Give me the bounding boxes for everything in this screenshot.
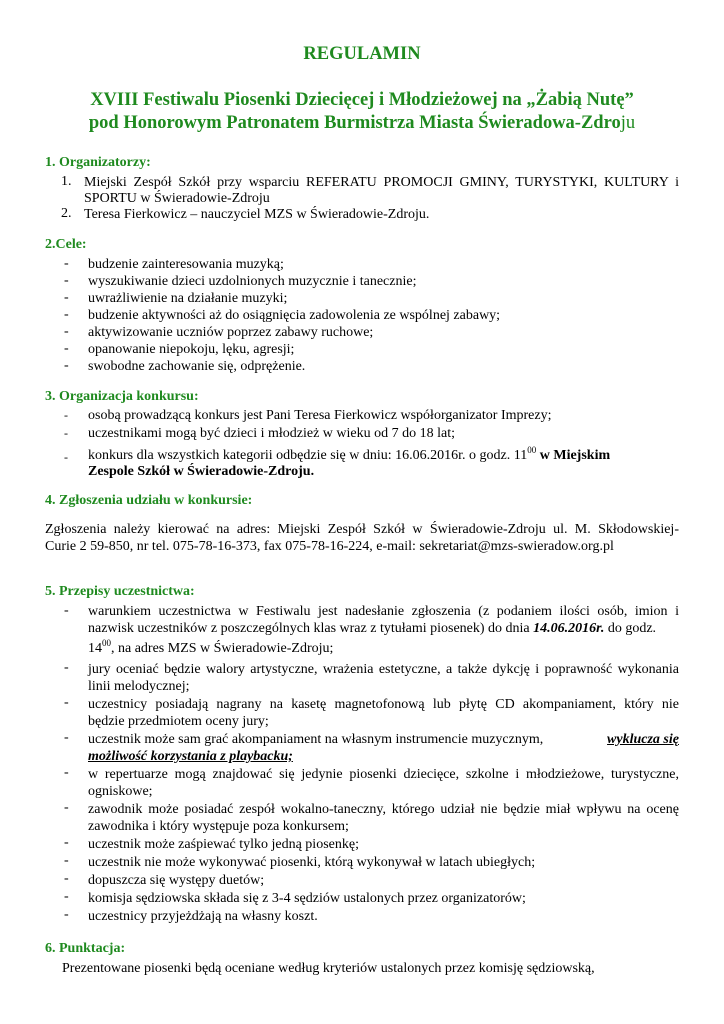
- dash-bullet: -: [64, 853, 69, 868]
- paragraph-line: Curie 2 59-850, nr tel. 075-78-16-373, fax 075-78-16-224, e-mail: sekretariat@mzs-swieradow.org.pl: [45, 539, 614, 554]
- dash-bullet: -: [64, 358, 69, 373]
- dash-bullet: -: [64, 907, 69, 922]
- list-item: będzie przedmiotem oceny jury;: [88, 714, 269, 729]
- dash-bullet: -: [64, 603, 69, 618]
- section-3-heading: 3. Organizacja konkursu:: [45, 389, 199, 404]
- list-item: zawodnika i który występuje poza konkursem;: [88, 819, 349, 834]
- list-item: swobodne zachowanie się, odprężenie.: [88, 359, 306, 374]
- text-run: w Miejskim: [536, 448, 611, 463]
- dash-bullet: -: [64, 290, 69, 305]
- list-item: dopuszcza się występy duetów;: [88, 873, 265, 888]
- section-6-heading: 6. Punktacja:: [45, 941, 126, 956]
- dash-bullet: -: [64, 660, 69, 675]
- subtitle-line-2-main: pod Honorowym Patronatem Burmistrza Miasta Świeradowa-Zdro: [88, 113, 621, 133]
- list-item: Teresa Fierkowicz – nauczyciel MZS w Świeradowie-Zdroju.: [84, 207, 430, 222]
- dash-bullet: -: [64, 307, 69, 322]
- subtitle-line-2-tail: ju: [620, 113, 636, 133]
- dash-bullet: -: [64, 765, 69, 780]
- superscript: 00: [527, 445, 537, 455]
- list-item: uczestnik nie może wykonywać piosenki, którą wykonywał w latach ubiegłych;: [88, 855, 536, 870]
- text-run: do godz.: [604, 621, 657, 636]
- document-title: REGULAMIN: [303, 44, 421, 64]
- list-number: 2.: [61, 206, 72, 221]
- dash-bullet: -: [64, 800, 69, 815]
- list-item: Miejski Zespół Szkół przy wsparciu REFERATU PROMOCJI GMINY, TURYSTYKI, KULTURY i: [84, 175, 679, 190]
- subtitle-line-2: [0, 112, 724, 135]
- list-item: jury oceniać będzie walory artystyczne, wrażenia estetyczne, a także dykcję i poprawność wykonania: [88, 662, 679, 677]
- list-item: zawodnik może posiadać zespół wokalno-taneczny, którego udział nie będzie miał wpływu na ocenę: [88, 802, 679, 817]
- dash-bullet: -: [64, 889, 69, 904]
- list-item: ogniskowe;: [88, 784, 153, 799]
- text-run: uczestnik może sam grać akompaniament na własnym instrumencie muzycznym,: [88, 732, 544, 747]
- section-1-heading: 1. Organizatorzy:: [45, 155, 151, 170]
- dash-bullet: -: [64, 835, 69, 850]
- list-item: linii melodycznej;: [88, 679, 190, 694]
- list-item: SPORTU w Świeradowie-Zdroju: [84, 191, 270, 206]
- list-item: uczestnicy posiadają nagrany na kasetę magnetofonową lub płytę CD akompaniament, który nie: [88, 697, 679, 712]
- section-2-heading: 2.Cele:: [45, 237, 87, 252]
- superscript: 00: [102, 638, 111, 648]
- text-run: , na adres MZS w Świeradowie-Zdroju;: [111, 641, 334, 656]
- dash-bullet: -: [64, 450, 68, 464]
- list-item: osobą prowadzącą konkurs jest Pani Teresa Fierkowicz współorganizator Imprezy;: [88, 408, 552, 423]
- subtitle-line-1: XVIII Festiwalu Piosenki Dziecięcej i Młodzieżowej na „Żabią Nutę”: [90, 90, 634, 110]
- text-run: nazwisk uczestników z poszczególnych klas wraz z tytułami piosenek) do dnia: [88, 621, 534, 636]
- dash-bullet: -: [64, 324, 69, 339]
- list-item: [88, 640, 333, 657]
- list-item: w repertuarze mogą znajdować się jedynie piosenki dziecięce, szkolne i młodzieżowe, turystyczne,: [88, 767, 679, 782]
- list-item: budzenie aktywności aż do osiągnięcia zadowolenia ze wspólnej zabawy;: [88, 308, 501, 323]
- list-item: warunkiem uczestnictwa w Festiwalu jest nadesłanie zgłoszenia (z podaniem ilości osób, imion i: [88, 604, 679, 619]
- dash-bullet: -: [64, 730, 69, 745]
- paragraph-line: Prezentowane piosenki będą oceniane według kryteriów ustalonych przez komisję sędziowską,: [62, 961, 595, 976]
- text-run: 14: [88, 641, 102, 656]
- dash-bullet: -: [64, 256, 69, 271]
- dash-bullet: -: [64, 871, 69, 886]
- list-item: uczestnik może zaśpiewać tylko jedną piosenkę;: [88, 837, 359, 852]
- list-item: uwrażliwienie na działanie muzyki;: [88, 291, 288, 306]
- section-4-heading: 4. Zgłoszenia udziału w konkursie:: [45, 493, 253, 508]
- list-item: opanowanie niepokoju, lęku, agresji;: [88, 342, 295, 357]
- list-item: wyszukiwanie dzieci uzdolnionych muzycznie i tanecznie;: [88, 274, 417, 289]
- list-number: 1.: [61, 174, 72, 189]
- document-subtitle: [0, 89, 724, 135]
- list-item: [88, 731, 679, 748]
- list-item: aktywizowanie uczniów poprzez zabawy ruchowe;: [88, 325, 374, 340]
- list-item: [88, 447, 610, 464]
- list-item: komisja sędziowska składa się z 3-4 sędziów ustalonych przez organizatorów;: [88, 891, 526, 906]
- text-run: wyklucza się: [607, 732, 679, 747]
- list-item: uczestnikami mogą być dzieci i młodzież w wieku od 7 do 18 lat;: [88, 426, 456, 441]
- text-run: konkurs dla wszystkich kategorii odbędzie się w dniu: 16.06.2016r. o godz. 11: [88, 448, 528, 463]
- dash-bullet: -: [64, 408, 68, 422]
- list-item: uczestnicy przyjeżdżają na własny koszt.: [88, 909, 318, 924]
- paragraph-line: Zgłoszenia należy kierować na adres: Miejski Zespół Szkół w Świeradowie-Zdroju ul. M. Skłodowskiej-: [45, 522, 679, 537]
- dash-bullet: -: [64, 695, 69, 710]
- list-item: Zespole Szkół w Świeradowie-Zdroju.: [88, 464, 315, 479]
- dash-bullet: -: [64, 426, 68, 440]
- list-item: budzenie zainteresowania muzyką;: [88, 257, 284, 272]
- dash-bullet: -: [64, 273, 69, 288]
- list-item: możliwość korzystania z playbacku;: [88, 749, 293, 764]
- section-5-heading: 5. Przepisy uczestnictwa:: [45, 584, 195, 599]
- list-item: [88, 620, 656, 637]
- dash-bullet: -: [64, 341, 69, 356]
- text-run: 14.06.2016r.: [533, 621, 605, 636]
